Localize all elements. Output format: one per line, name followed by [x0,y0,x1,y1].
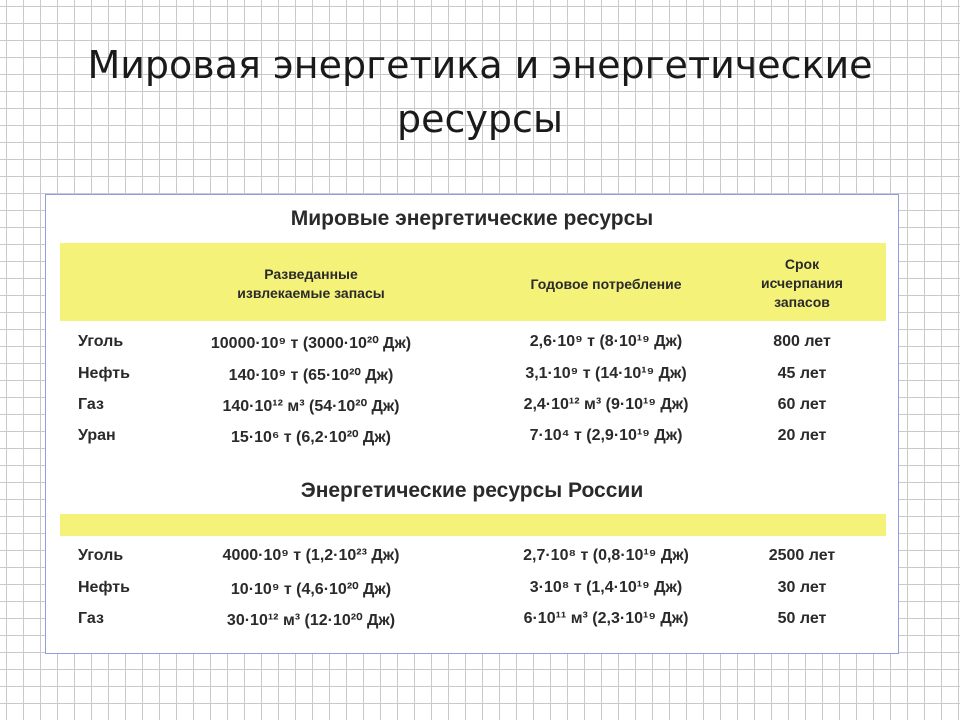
header-term [736,255,868,312]
slide-title-line-2: ресурсы [397,97,563,141]
row-reserves: 15·10⁶ т (6,2·10²⁰ Дж) [231,429,391,446]
table-row [46,579,898,609]
row-reserves: 10000·10⁹ т (3000·10²⁰ Дж) [210,335,412,352]
header-reserves-line-2: извлекаемые запасы [237,285,385,301]
row-reserves: 4000·10⁹ т (1,2·10²³ Дж) [222,547,400,564]
row-resource-name: Нефть [78,579,130,596]
table-row [46,396,898,426]
row-resource-name: Нефть [78,365,130,382]
row-resource-name: Уголь [78,547,124,564]
table-row [46,365,898,395]
header-term-line-1: Срок [784,256,820,272]
row-reserves: 10·10⁹ т (4,6·10²⁰ Дж) [230,581,392,598]
header-term-line-3: запасов [774,294,830,310]
row-resource-name: Газ [78,610,104,627]
row-reserves: 30·10¹² м³ (12·10²⁰ Дж) [226,612,396,629]
row-reserves: 140·10¹² м³ (54·10²⁰ Дж) [222,398,400,415]
row-depletion-term: 60 лет [777,396,827,413]
table-row [46,427,898,457]
russia-resources-heading: Энергетические ресурсы России [300,479,644,502]
header-reserves [156,265,466,303]
row-consumption: 2,6·10⁹ т (8·10¹⁹ Дж) [529,333,683,350]
row-depletion-term: 20 лет [777,427,827,444]
row-resource-name: Уголь [78,333,124,350]
row-consumption: 3·10⁸ т (1,4·10¹⁹ Дж) [529,579,683,596]
row-consumption: 2,4·10¹² м³ (9·10¹⁹ Дж) [523,396,689,413]
table-row [46,547,898,577]
row-consumption: 6·10¹¹ м³ (2,3·10¹⁹ Дж) [523,610,689,627]
row-resource-name: Уран [78,427,116,444]
row-consumption: 3,1·10⁹ т (14·10¹⁹ Дж) [525,365,687,382]
row-resource-name: Газ [78,396,104,413]
row-depletion-term: 2500 лет [768,547,836,564]
slide-title [60,38,900,146]
row-depletion-term: 45 лет [777,365,827,382]
header-consumption-label: Годовое потребление [530,276,682,292]
header-term-line-2: исчерпания [761,275,843,291]
header-reserves-line-1: Разведанные [264,266,358,282]
energy-resources-table [45,194,899,654]
row-reserves: 140·10⁹ т (65·10²⁰ Дж) [228,367,394,384]
slide-title-line-1: Мировая энергетика и энергетические [87,43,873,87]
row-depletion-term: 30 лет [777,579,827,596]
table-row [46,333,898,363]
world-resources-heading: Мировые энергетические ресурсы [290,207,654,230]
row-depletion-term: 50 лет [777,610,827,627]
russia-header-band [60,514,886,536]
table-row [46,610,898,640]
row-consumption: 2,7·10⁸ т (0,8·10¹⁹ Дж) [523,547,689,564]
header-consumption [466,275,746,294]
row-consumption: 7·10⁴ т (2,9·10¹⁹ Дж) [529,427,683,444]
row-depletion-term: 800 лет [773,333,831,350]
